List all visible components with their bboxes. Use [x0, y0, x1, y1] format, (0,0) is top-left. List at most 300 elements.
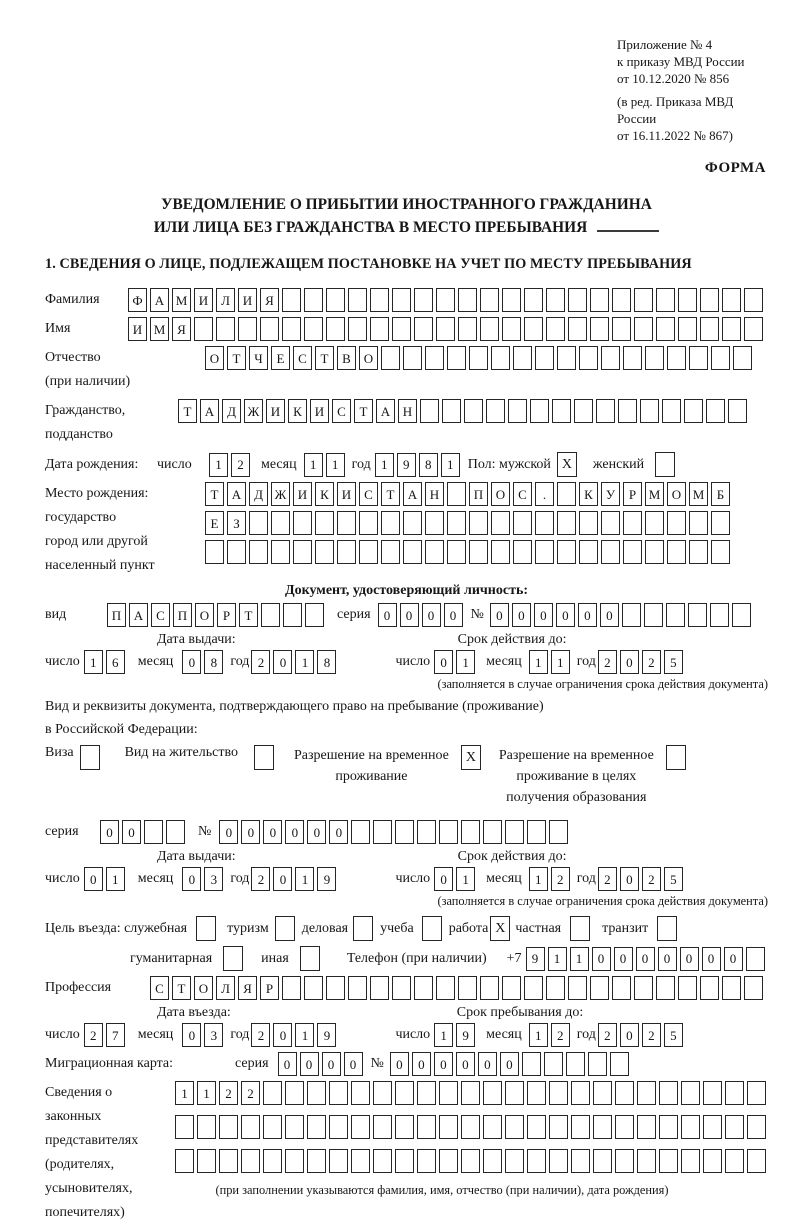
char-box[interactable]: С	[359, 482, 378, 506]
char-box[interactable]: 0	[378, 603, 397, 627]
char-box[interactable]: 0	[680, 947, 699, 971]
char-box[interactable]	[667, 511, 686, 535]
char-box[interactable]: 2	[84, 1023, 103, 1047]
char-box[interactable]: А	[376, 399, 395, 423]
char-box[interactable]: Ж	[244, 399, 263, 423]
char-box[interactable]: Ж	[271, 482, 290, 506]
char-box[interactable]	[370, 976, 389, 1000]
char-box[interactable]	[579, 511, 598, 535]
char-box[interactable]	[678, 288, 697, 312]
char-box[interactable]	[442, 399, 461, 423]
purpose-study-checkbox[interactable]	[422, 916, 442, 941]
char-box[interactable]	[634, 288, 653, 312]
char-box[interactable]	[381, 511, 400, 535]
char-box[interactable]	[612, 976, 631, 1000]
char-box[interactable]: Т	[239, 603, 258, 627]
char-box[interactable]: 0	[702, 947, 721, 971]
char-box[interactable]	[502, 317, 521, 341]
char-box[interactable]	[596, 399, 615, 423]
char-box[interactable]	[348, 288, 367, 312]
char-box[interactable]	[703, 1149, 722, 1173]
char-box[interactable]	[263, 1081, 282, 1105]
char-box[interactable]: И	[310, 399, 329, 423]
char-box[interactable]: К	[579, 482, 598, 506]
char-box[interactable]	[447, 511, 466, 535]
char-box[interactable]	[615, 1081, 634, 1105]
char-box[interactable]: 2	[219, 1081, 238, 1105]
char-box[interactable]	[552, 399, 571, 423]
char-box[interactable]: Я	[238, 976, 257, 1000]
char-box[interactable]	[271, 540, 290, 564]
char-box[interactable]: 0	[100, 820, 119, 844]
char-box[interactable]: 9	[526, 947, 545, 971]
char-box[interactable]: З	[227, 511, 246, 535]
char-box[interactable]: 0	[614, 947, 633, 971]
char-box[interactable]: 0	[620, 867, 639, 891]
char-box[interactable]	[725, 1081, 744, 1105]
char-box[interactable]	[166, 820, 185, 844]
char-box[interactable]	[744, 288, 763, 312]
char-box[interactable]: 1	[529, 1023, 548, 1047]
char-box[interactable]	[644, 603, 663, 627]
char-box[interactable]: 8	[317, 650, 336, 674]
char-box[interactable]	[744, 317, 763, 341]
char-box[interactable]	[634, 317, 653, 341]
char-box[interactable]	[505, 1081, 524, 1105]
char-box[interactable]	[381, 346, 400, 370]
char-box[interactable]	[469, 346, 488, 370]
char-box[interactable]: А	[150, 288, 169, 312]
char-box[interactable]: 0	[182, 1023, 201, 1047]
char-box[interactable]: 0	[578, 603, 597, 627]
char-box[interactable]: 8	[419, 453, 438, 477]
char-box[interactable]: 0	[263, 820, 282, 844]
char-box[interactable]	[667, 346, 686, 370]
char-box[interactable]	[425, 511, 444, 535]
char-box[interactable]	[417, 1149, 436, 1173]
char-box[interactable]	[305, 603, 324, 627]
char-box[interactable]: 3	[204, 867, 223, 891]
char-box[interactable]	[403, 346, 422, 370]
char-box[interactable]	[491, 511, 510, 535]
char-box[interactable]	[524, 976, 543, 1000]
char-box[interactable]	[175, 1115, 194, 1139]
char-box[interactable]	[535, 511, 554, 535]
char-box[interactable]	[645, 540, 664, 564]
char-box[interactable]	[392, 288, 411, 312]
char-box[interactable]: О	[491, 482, 510, 506]
char-box[interactable]	[373, 1149, 392, 1173]
char-box[interactable]	[283, 603, 302, 627]
char-box[interactable]: К	[315, 482, 334, 506]
char-box[interactable]: 9	[397, 453, 416, 477]
char-box[interactable]: 1	[106, 867, 125, 891]
char-box[interactable]	[447, 346, 466, 370]
char-box[interactable]	[502, 288, 521, 312]
char-box[interactable]	[304, 317, 323, 341]
char-box[interactable]: 0	[592, 947, 611, 971]
char-box[interactable]: 0	[182, 650, 201, 674]
char-box[interactable]: О	[667, 482, 686, 506]
char-box[interactable]	[439, 820, 458, 844]
char-box[interactable]	[557, 540, 576, 564]
char-box[interactable]: 0	[278, 1052, 297, 1076]
char-box[interactable]	[491, 540, 510, 564]
char-box[interactable]	[590, 317, 609, 341]
char-box[interactable]: Р	[260, 976, 279, 1000]
char-box[interactable]	[571, 1115, 590, 1139]
char-box[interactable]	[612, 317, 631, 341]
char-box[interactable]	[623, 540, 642, 564]
char-box[interactable]: 0	[273, 867, 292, 891]
char-box[interactable]	[403, 540, 422, 564]
char-box[interactable]	[645, 511, 664, 535]
char-box[interactable]	[593, 1149, 612, 1173]
char-box[interactable]	[219, 1149, 238, 1173]
char-box[interactable]	[216, 317, 235, 341]
char-box[interactable]	[197, 1149, 216, 1173]
char-box[interactable]: 0	[307, 820, 326, 844]
char-box[interactable]: 0	[322, 1052, 341, 1076]
char-box[interactable]	[439, 1081, 458, 1105]
char-box[interactable]	[425, 346, 444, 370]
char-box[interactable]	[373, 1115, 392, 1139]
char-box[interactable]	[483, 1081, 502, 1105]
edu-residence-checkbox[interactable]	[666, 745, 686, 770]
char-box[interactable]: 9	[317, 867, 336, 891]
char-box[interactable]	[480, 288, 499, 312]
char-box[interactable]	[403, 511, 422, 535]
char-box[interactable]: 0	[434, 1052, 453, 1076]
visa-checkbox[interactable]	[80, 745, 100, 770]
char-box[interactable]	[566, 1052, 585, 1076]
char-box[interactable]	[722, 976, 741, 1000]
char-box[interactable]	[579, 346, 598, 370]
char-box[interactable]: 0	[219, 820, 238, 844]
char-box[interactable]	[645, 346, 664, 370]
char-box[interactable]: С	[332, 399, 351, 423]
char-box[interactable]	[711, 346, 730, 370]
char-box[interactable]: 0	[422, 603, 441, 627]
char-box[interactable]: 0	[478, 1052, 497, 1076]
char-box[interactable]	[747, 1081, 766, 1105]
char-box[interactable]	[480, 976, 499, 1000]
char-box[interactable]	[728, 399, 747, 423]
char-box[interactable]	[590, 976, 609, 1000]
char-box[interactable]	[395, 1149, 414, 1173]
char-box[interactable]	[260, 317, 279, 341]
char-box[interactable]	[549, 820, 568, 844]
char-box[interactable]: Ч	[249, 346, 268, 370]
char-box[interactable]	[678, 317, 697, 341]
char-box[interactable]	[667, 540, 686, 564]
purpose-work-checkbox[interactable]: X	[490, 916, 510, 941]
char-box[interactable]: 1	[175, 1081, 194, 1105]
char-box[interactable]: Р	[217, 603, 236, 627]
char-box[interactable]: О	[205, 346, 224, 370]
char-box[interactable]	[197, 1115, 216, 1139]
char-box[interactable]	[681, 1081, 700, 1105]
char-box[interactable]	[513, 346, 532, 370]
char-box[interactable]: О	[195, 603, 214, 627]
char-box[interactable]: 0	[600, 603, 619, 627]
char-box[interactable]	[461, 1149, 480, 1173]
char-box[interactable]	[684, 399, 703, 423]
char-box[interactable]: 0	[344, 1052, 363, 1076]
purpose-official-checkbox[interactable]	[196, 916, 216, 941]
char-box[interactable]: 3	[204, 1023, 223, 1047]
char-box[interactable]	[307, 1149, 326, 1173]
char-box[interactable]: 1	[548, 947, 567, 971]
char-box[interactable]	[263, 1115, 282, 1139]
char-box[interactable]	[285, 1115, 304, 1139]
char-box[interactable]: .	[535, 482, 554, 506]
char-box[interactable]: Л	[216, 288, 235, 312]
char-box[interactable]: 9	[456, 1023, 475, 1047]
char-box[interactable]: И	[128, 317, 147, 341]
char-box[interactable]: 0	[444, 603, 463, 627]
char-box[interactable]	[659, 1149, 678, 1173]
char-box[interactable]: 2	[642, 650, 661, 674]
char-box[interactable]: Т	[178, 399, 197, 423]
char-box[interactable]	[700, 317, 719, 341]
char-box[interactable]	[436, 288, 455, 312]
char-box[interactable]: Е	[271, 346, 290, 370]
char-box[interactable]: 0	[658, 947, 677, 971]
char-box[interactable]	[546, 976, 565, 1000]
char-box[interactable]	[524, 288, 543, 312]
char-box[interactable]	[282, 976, 301, 1000]
char-box[interactable]	[530, 399, 549, 423]
char-box[interactable]	[417, 820, 436, 844]
char-box[interactable]: 0	[122, 820, 141, 844]
char-box[interactable]	[666, 603, 685, 627]
char-box[interactable]	[370, 288, 389, 312]
char-box[interactable]: 0	[556, 603, 575, 627]
char-box[interactable]	[689, 511, 708, 535]
char-box[interactable]: 1	[529, 867, 548, 891]
char-box[interactable]	[656, 976, 675, 1000]
char-box[interactable]: А	[403, 482, 422, 506]
char-box[interactable]: Н	[398, 399, 417, 423]
char-box[interactable]	[615, 1115, 634, 1139]
char-box[interactable]: 0	[724, 947, 743, 971]
char-box[interactable]	[329, 1149, 348, 1173]
char-box[interactable]: 1	[295, 1023, 314, 1047]
char-box[interactable]	[524, 317, 543, 341]
char-box[interactable]	[527, 1149, 546, 1173]
char-box[interactable]	[508, 399, 527, 423]
char-box[interactable]: 2	[642, 867, 661, 891]
char-box[interactable]	[681, 1115, 700, 1139]
char-box[interactable]: У	[601, 482, 620, 506]
char-box[interactable]	[359, 540, 378, 564]
char-box[interactable]: А	[129, 603, 148, 627]
char-box[interactable]	[175, 1149, 194, 1173]
char-box[interactable]	[659, 1115, 678, 1139]
char-box[interactable]	[293, 540, 312, 564]
char-box[interactable]: М	[150, 317, 169, 341]
char-box[interactable]	[662, 399, 681, 423]
char-box[interactable]: Я	[260, 288, 279, 312]
char-box[interactable]: Т	[315, 346, 334, 370]
char-box[interactable]	[527, 1081, 546, 1105]
char-box[interactable]: Д	[249, 482, 268, 506]
char-box[interactable]: 2	[251, 867, 270, 891]
char-box[interactable]: В	[337, 346, 356, 370]
char-box[interactable]	[722, 288, 741, 312]
char-box[interactable]	[439, 1115, 458, 1139]
char-box[interactable]: 0	[434, 867, 453, 891]
char-box[interactable]	[689, 346, 708, 370]
residence-permit-checkbox[interactable]	[254, 745, 274, 770]
char-box[interactable]	[681, 1149, 700, 1173]
char-box[interactable]	[710, 603, 729, 627]
char-box[interactable]	[544, 1052, 563, 1076]
char-box[interactable]	[293, 511, 312, 535]
char-box[interactable]	[483, 820, 502, 844]
char-box[interactable]	[469, 540, 488, 564]
char-box[interactable]	[711, 511, 730, 535]
char-box[interactable]: 1	[295, 867, 314, 891]
char-box[interactable]	[615, 1149, 634, 1173]
char-box[interactable]	[688, 603, 707, 627]
char-box[interactable]: М	[172, 288, 191, 312]
char-box[interactable]: Ф	[128, 288, 147, 312]
char-box[interactable]	[241, 1149, 260, 1173]
char-box[interactable]	[315, 511, 334, 535]
char-box[interactable]: 6	[106, 650, 125, 674]
char-box[interactable]	[505, 1115, 524, 1139]
char-box[interactable]: И	[266, 399, 285, 423]
char-box[interactable]	[513, 540, 532, 564]
char-box[interactable]: 0	[512, 603, 531, 627]
char-box[interactable]	[414, 317, 433, 341]
char-box[interactable]: 0	[285, 820, 304, 844]
char-box[interactable]	[436, 317, 455, 341]
char-box[interactable]	[315, 540, 334, 564]
char-box[interactable]	[285, 1081, 304, 1105]
char-box[interactable]: 5	[664, 1023, 683, 1047]
char-box[interactable]: 1	[295, 650, 314, 674]
char-box[interactable]: И	[293, 482, 312, 506]
char-box[interactable]	[568, 288, 587, 312]
char-box[interactable]	[711, 540, 730, 564]
char-box[interactable]	[593, 1115, 612, 1139]
char-box[interactable]: С	[150, 976, 169, 1000]
char-box[interactable]: 0	[241, 820, 260, 844]
char-box[interactable]: П	[469, 482, 488, 506]
char-box[interactable]: 2	[642, 1023, 661, 1047]
char-box[interactable]	[395, 1115, 414, 1139]
char-box[interactable]	[747, 1149, 766, 1173]
char-box[interactable]	[732, 603, 751, 627]
char-box[interactable]: 1	[570, 947, 589, 971]
char-box[interactable]	[241, 1115, 260, 1139]
char-box[interactable]	[480, 317, 499, 341]
char-box[interactable]	[304, 288, 323, 312]
char-box[interactable]	[392, 317, 411, 341]
char-box[interactable]	[747, 1115, 766, 1139]
char-box[interactable]	[513, 511, 532, 535]
char-box[interactable]	[522, 1052, 541, 1076]
char-box[interactable]: С	[293, 346, 312, 370]
char-box[interactable]	[461, 1115, 480, 1139]
char-box[interactable]	[461, 1081, 480, 1105]
char-box[interactable]: 0	[412, 1052, 431, 1076]
char-box[interactable]: Н	[425, 482, 444, 506]
char-box[interactable]	[282, 317, 301, 341]
char-box[interactable]: 0	[620, 650, 639, 674]
char-box[interactable]	[261, 603, 280, 627]
char-box[interactable]	[436, 976, 455, 1000]
char-box[interactable]: 2	[551, 1023, 570, 1047]
char-box[interactable]: П	[107, 603, 126, 627]
char-box[interactable]	[505, 820, 524, 844]
char-box[interactable]	[447, 482, 466, 506]
char-box[interactable]	[549, 1149, 568, 1173]
char-box[interactable]	[447, 540, 466, 564]
char-box[interactable]	[656, 288, 675, 312]
char-box[interactable]: 0	[400, 603, 419, 627]
char-box[interactable]	[590, 288, 609, 312]
char-box[interactable]	[557, 482, 576, 506]
char-box[interactable]	[144, 820, 163, 844]
char-box[interactable]	[337, 511, 356, 535]
char-box[interactable]	[351, 1149, 370, 1173]
char-box[interactable]	[502, 976, 521, 1000]
char-box[interactable]: 2	[251, 1023, 270, 1047]
char-box[interactable]: 0	[534, 603, 553, 627]
char-box[interactable]	[689, 540, 708, 564]
char-box[interactable]	[486, 399, 505, 423]
char-box[interactable]	[414, 976, 433, 1000]
char-box[interactable]	[282, 288, 301, 312]
char-box[interactable]	[593, 1081, 612, 1105]
char-box[interactable]: 2	[598, 867, 617, 891]
char-box[interactable]: 0	[390, 1052, 409, 1076]
char-box[interactable]	[700, 288, 719, 312]
char-box[interactable]	[637, 1081, 656, 1105]
purpose-private-checkbox[interactable]	[570, 916, 590, 941]
char-box[interactable]: С	[151, 603, 170, 627]
char-box[interactable]	[535, 540, 554, 564]
char-box[interactable]	[483, 1115, 502, 1139]
char-box[interactable]	[491, 346, 510, 370]
char-box[interactable]: Т	[172, 976, 191, 1000]
char-box[interactable]	[469, 511, 488, 535]
char-box[interactable]	[461, 820, 480, 844]
char-box[interactable]	[370, 317, 389, 341]
char-box[interactable]: Д	[222, 399, 241, 423]
purpose-business-checkbox[interactable]	[353, 916, 373, 941]
char-box[interactable]: 2	[241, 1081, 260, 1105]
char-box[interactable]	[417, 1115, 436, 1139]
char-box[interactable]: 7	[106, 1023, 125, 1047]
char-box[interactable]	[557, 346, 576, 370]
char-box[interactable]	[337, 540, 356, 564]
char-box[interactable]	[623, 511, 642, 535]
char-box[interactable]: 1	[326, 453, 345, 477]
char-box[interactable]	[373, 1081, 392, 1105]
char-box[interactable]: Т	[205, 482, 224, 506]
char-box[interactable]	[527, 1115, 546, 1139]
char-box[interactable]	[373, 820, 392, 844]
char-box[interactable]	[634, 976, 653, 1000]
char-box[interactable]	[425, 540, 444, 564]
char-box[interactable]: Я	[172, 317, 191, 341]
char-box[interactable]	[351, 820, 370, 844]
